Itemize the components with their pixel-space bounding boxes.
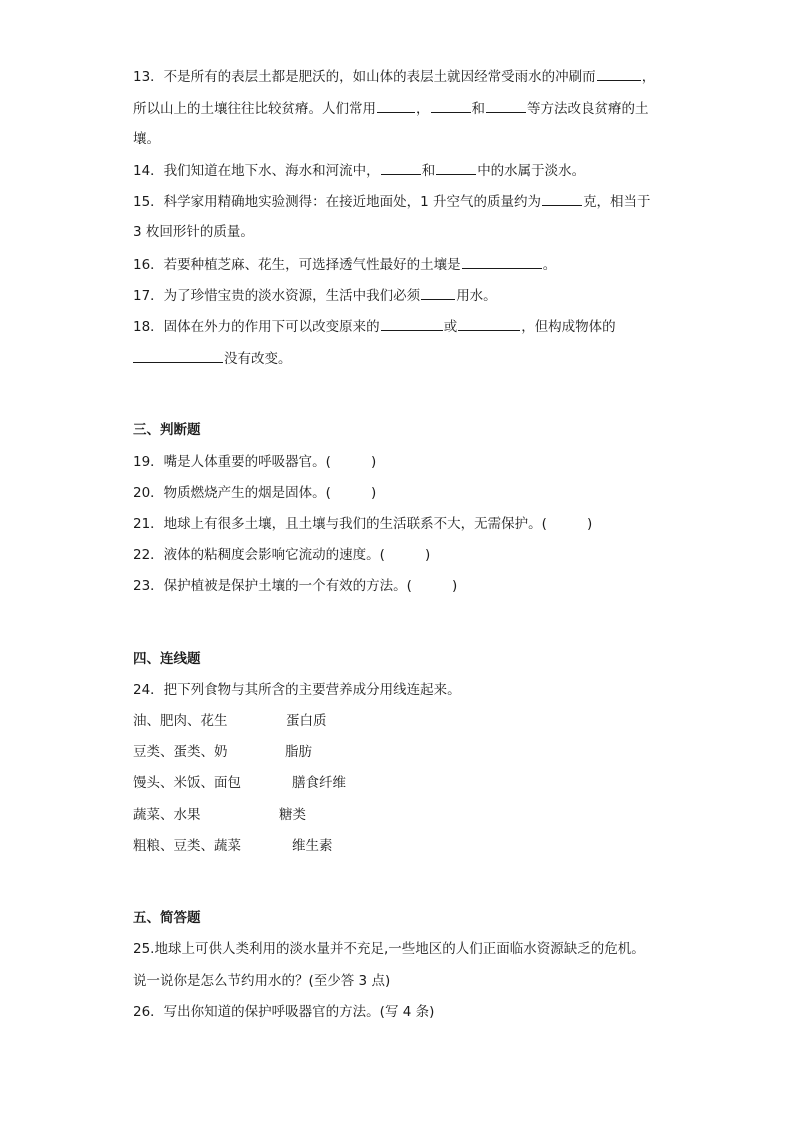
q13-text-3: 所以山上的土壤往往比较贫瘠。人们常用: [133, 101, 376, 117]
paren-close: ): [451, 578, 458, 594]
q16-text-1: 16．若要种植芝麻、花生，可选择透气性最好的土壤是: [133, 257, 461, 273]
paren-close: ): [586, 516, 593, 532]
match-food[interactable]: 油、肥肉、花生: [133, 713, 228, 729]
q18-line2: [133, 348, 292, 369]
paren-close: ): [424, 547, 431, 563]
answer-blank[interactable]: [431, 98, 471, 113]
q13-text-5: 和: [471, 101, 485, 117]
judge-item: [133, 545, 430, 565]
q14-text-3: 中的水属于淡水。: [477, 163, 586, 179]
q25-line1: 25.地球上可供人类利用的淡水量并不充足,一些地区的人们正面临水资源缺乏的危机。: [133, 941, 645, 957]
match-nutrient[interactable]: 蛋白质: [286, 713, 327, 729]
judge-item: [133, 483, 376, 503]
q16-text-2: 。: [542, 257, 557, 273]
q14-text-2: 和: [421, 163, 436, 179]
judge-text: 22．液体的粘稠度会影响它流动的速度。(: [133, 547, 385, 563]
q18-text-3: ，但构成物体的: [521, 319, 616, 335]
match-prompt: 24．把下列食物与其所含的主要营养成分用线连起来。: [133, 682, 461, 698]
answer-blank[interactable]: [381, 160, 421, 175]
match-nutrient[interactable]: 维生素: [292, 838, 333, 854]
judge-text: 21．地球上有很多土壤，且土壤与我们的生活联系不大，无需保护。(: [133, 516, 547, 532]
q15-line2: [133, 222, 254, 242]
q13-text-2: ，: [641, 69, 656, 85]
match-food[interactable]: 馒头、米饭、面包: [133, 775, 241, 791]
q13-line3: [133, 129, 160, 149]
q26-line: 26．写出你知道的保护呼吸器官的方法。(写 4 条): [133, 1004, 435, 1020]
q17-line: [133, 285, 497, 306]
section-heading-match: 四、连线题: [133, 651, 201, 667]
answer-blank[interactable]: [421, 285, 455, 300]
q18-text-2: 或: [443, 319, 458, 335]
answer-blank[interactable]: [381, 316, 443, 331]
q15-line1: [133, 191, 651, 212]
answer-blank[interactable]: [377, 98, 415, 113]
paren-close: ): [370, 454, 377, 470]
match-nutrient[interactable]: 脂肪: [285, 744, 312, 760]
match-food[interactable]: 蔬菜、水果: [133, 807, 201, 823]
match-nutrient[interactable]: 膳食纤维: [292, 775, 346, 791]
match-nutrient[interactable]: 糖类: [279, 807, 306, 823]
answer-blank[interactable]: [133, 348, 223, 363]
section-heading-short: 五、简答题: [133, 910, 201, 926]
answer-blank[interactable]: [458, 316, 520, 331]
q13-text-7: 壤。: [133, 131, 160, 147]
q16-line: [133, 254, 556, 275]
q15-text-1: 15．科学家用精确地实验测得：在接近地面处，1 升空气的质量约为: [133, 194, 542, 210]
q14-line: [133, 160, 585, 181]
paren-close: ): [370, 485, 377, 501]
q13-line1: [133, 66, 655, 87]
q13-text-1: 13．不是所有的表层土都是肥沃的，如山体的表层土就因经常受雨水的冲刷而: [133, 69, 596, 85]
match-food[interactable]: 粗粮、豆类、蔬菜: [133, 838, 241, 854]
answer-blank[interactable]: [486, 98, 526, 113]
q18-text-1: 18．固体在外力的作用下可以改变原来的: [133, 319, 380, 335]
q18-line1: [133, 316, 616, 337]
q17-text-1: 17．为了珍惜宝贵的淡水资源，生活中我们必须: [133, 288, 421, 304]
q15-text-2: 克，相当于: [583, 194, 651, 210]
q17-text-2: 用水。: [456, 288, 497, 304]
judge-text: 20．物质燃烧产生的烟是固体。(: [133, 485, 331, 501]
judge-item: [133, 452, 376, 472]
section-heading-judge: 三、判断题: [133, 422, 201, 438]
q18-text-4: 没有改变。: [224, 351, 292, 367]
judge-item: [133, 576, 457, 596]
judge-text: 19．嘴是人体重要的呼吸器官。(: [133, 454, 331, 470]
answer-blank[interactable]: [436, 160, 476, 175]
match-food[interactable]: 豆类、蛋类、奶: [133, 744, 228, 760]
q14-text-1: 14．我们知道在地下水、海水和河流中，: [133, 163, 380, 179]
q15-text-3: 3 枚回形针的质量。: [133, 224, 254, 240]
answer-blank[interactable]: [542, 191, 582, 206]
q13-text-4: ，: [416, 101, 430, 117]
judge-item: [133, 514, 592, 534]
q13-text-6: 等方法改良贫瘠的土: [527, 101, 649, 117]
q13-line2: [133, 98, 649, 119]
q25-line2: 说一说你是怎么节约用水的？(至少答 3 点): [133, 973, 391, 989]
judge-text: 23．保护植被是保护土壤的一个有效的方法。(: [133, 578, 412, 594]
answer-blank[interactable]: [462, 254, 542, 269]
answer-blank[interactable]: [597, 66, 641, 81]
